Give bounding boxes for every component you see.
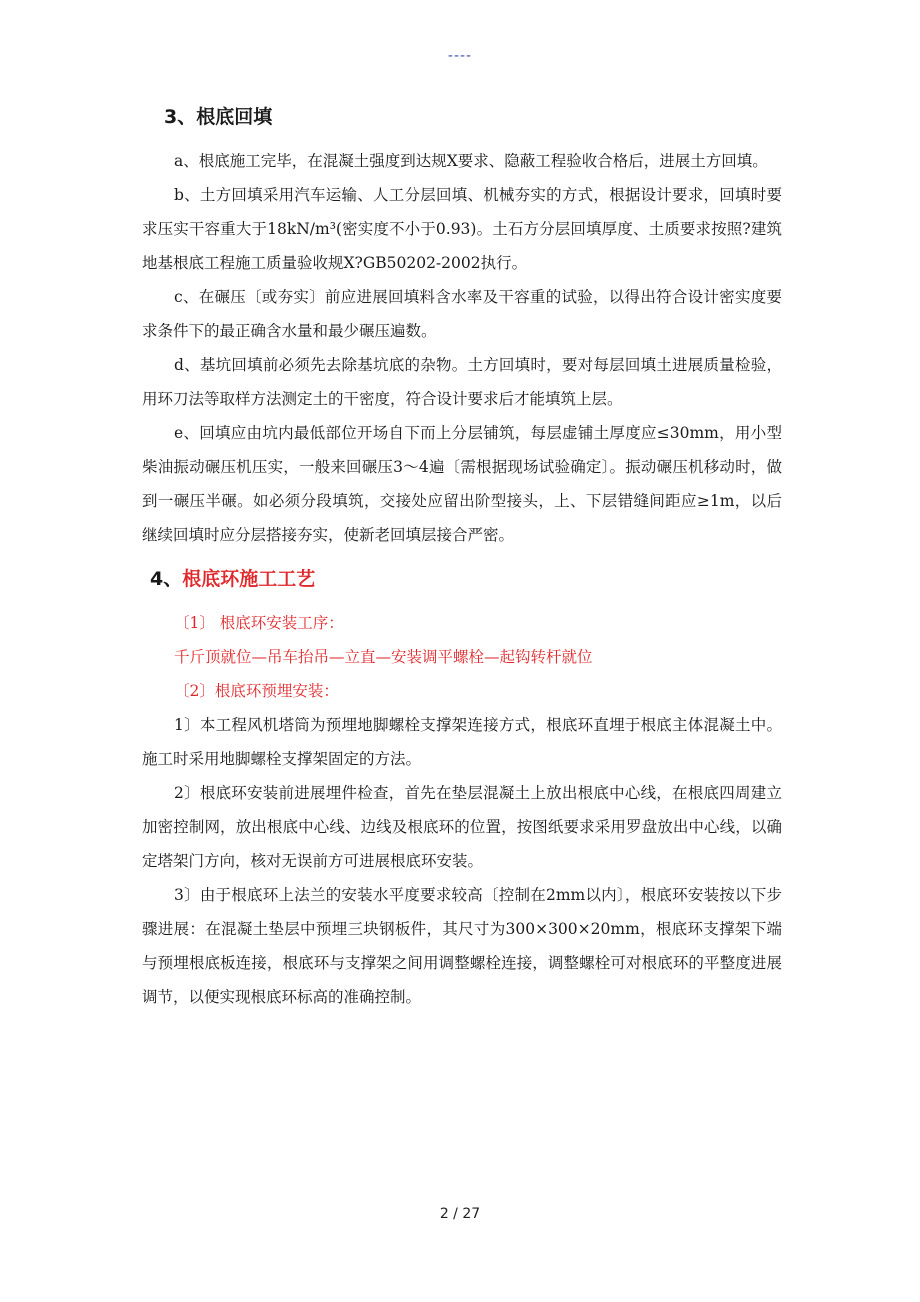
subsection-1-heading: 〔1〕 根底环安装工序： [174,614,344,632]
paragraph-c: c、在碾压〔或夯实〕前应进展回填料含水率及干容重的试验，以得出符合设计密实度要求条件下的最正确含水量和最少碾压遍数。 [142,288,782,340]
page-number: 2 / 27 [439,1206,481,1222]
paragraph-b: b、土方回填采用汽车运输、人工分层回填、机械夯实的方式，根据设计要求，回填时要求压实干容重大于18kN/m³(密实度不小于0.93)。土石方分层回填厚度、土质要求按照?建筑地基根底工程施工质量验收规X?GB50202-2002执行。 [142,186,782,272]
paragraph-a: a、根底施工完毕，在混凝土强度到达规X要求、隐蔽工程验收合格后，进展土方回填。 [174,152,768,170]
paragraph-step-1: 1〕本工程风机塔筒为预埋地脚螺栓支撑架连接方式，根底环直埋于根底主体混凝土中。施工时采用地脚螺栓支撑架固定的方法。 [142,716,782,768]
subsection-1-flow: 千斤顶就位—吊车抬吊—立直—安装调平螺栓—起钩转杆就位 [174,648,593,666]
section-4-number: 4、 [150,568,183,590]
paragraph-e: e、回填应由坑内最低部位开场自下而上分层铺筑，每层虚铺土厚度应≤30mm，用小型柴油振动碾压机压实，一般来回碾压3～4遍〔需根据现场试验确定〕。振动碾压机移动时，做到一碾压半碾。如必须分段填筑，交接处应留出阶型接头，上、下层错缝间距应≥1m，以后继续回填时应分层搭接夯实，使新老回填层接合严密。 [142,424,782,544]
paragraph-step-2: 2〕根底环安装前进展埋件检查，首先在垫层混凝土上放出根底中心线，在根底四周建立加密控制网，放出根底中心线、边线及根底环的位置，按图纸要求采用罗盘放出中心线，以确定塔架门方向，核对无误前方可进展根底环安装。 [142,784,782,870]
document-body [142,100,782,1014]
section-4-title: 根底环施工工艺 [182,568,316,590]
paragraph-d: d、基坑回填前必须先去除基坑底的杂物。土方回填时，要对每层回填土进展质量检验，用环刀法等取样方法测定土的干密度，符合设计要求后才能填筑上层。 [142,356,782,408]
section-3-heading: 3、根底回填 [164,106,273,128]
subsection-2-heading: 〔2〕根底环预埋安装： [174,682,339,700]
section-4-heading [142,562,782,596]
header-mark: ---- [447,48,473,64]
paragraph-step-3: 3〕由于根底环上法兰的安装水平度要求较高〔控制在2mm以内〕，根底环安装按以下步骤进展：在混凝土垫层中预埋三块钢板件，其尺寸为300×300×20mm，根底环支撑架下端与预埋根底板连接，根底环与支撑架之间用调整螺栓连接，调整螺栓可对根底环的平整度进展调节，以便实现根底环标高的准确控制。 [142,886,782,1006]
